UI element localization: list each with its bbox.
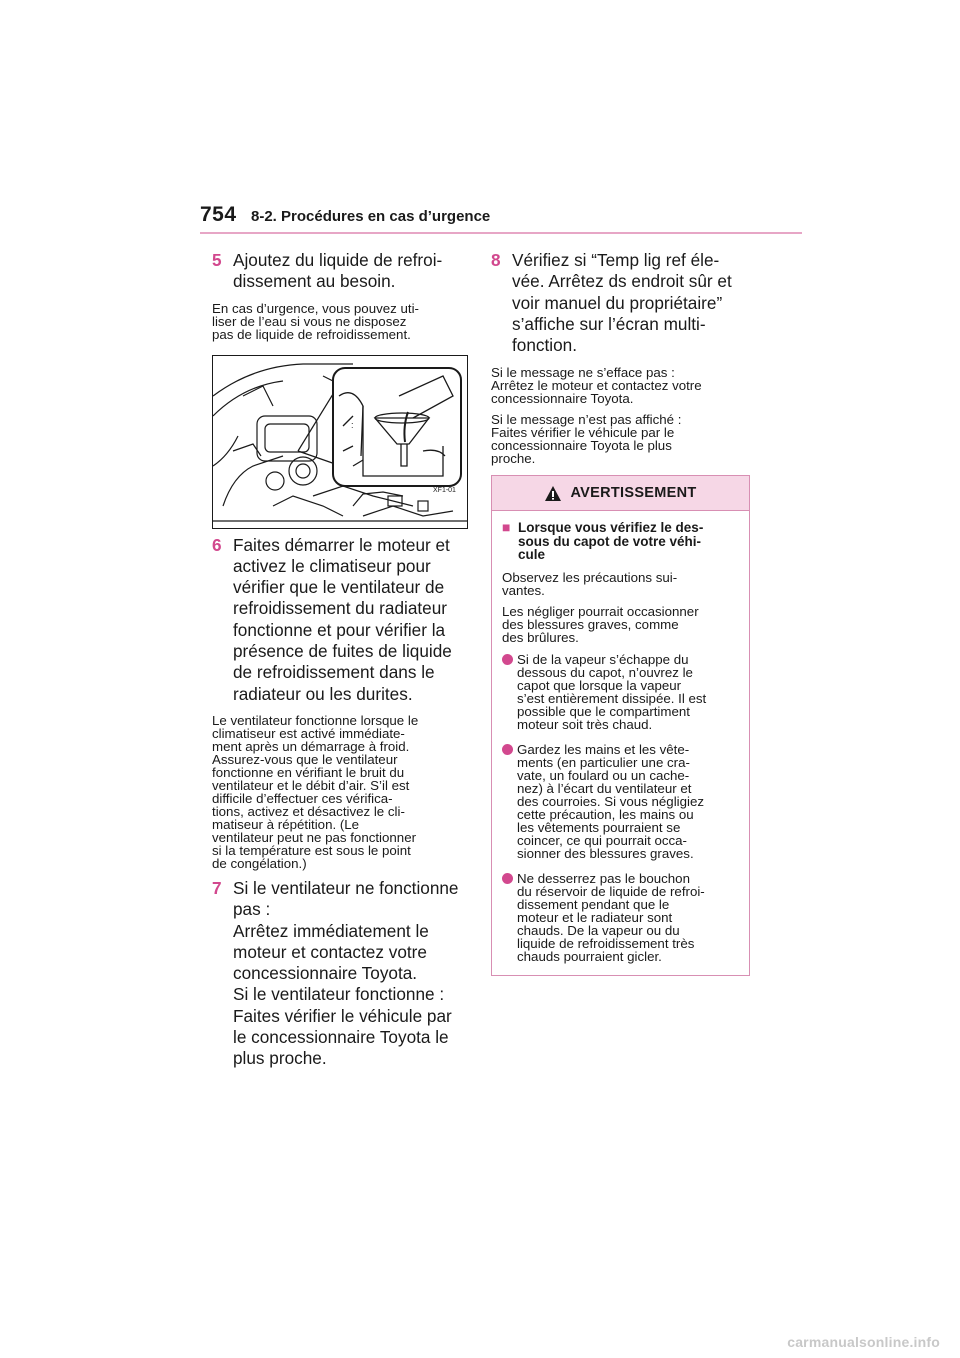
note-line: ment après un démarrage à froid. bbox=[212, 738, 410, 754]
step-line: présence de fuites de liquide bbox=[233, 641, 452, 662]
intro-line: Observez les précautions sui- bbox=[502, 569, 678, 585]
step-line: activez le climatiseur pour bbox=[233, 555, 431, 576]
step-line: plus proche. bbox=[233, 1048, 327, 1069]
figure-code: XF1-01 bbox=[433, 486, 456, 494]
warning-intro-2 bbox=[502, 605, 741, 644]
bullet-line: vate, un foulard ou un cache- bbox=[517, 767, 690, 783]
watermark-logo: carmanualsonline.info bbox=[787, 1334, 940, 1350]
bullet-dot-icon bbox=[502, 744, 513, 755]
step-6 bbox=[212, 535, 470, 705]
engine-bay-drawing bbox=[213, 356, 467, 528]
intro-line: Les négliger pourrait occasionner bbox=[502, 603, 699, 619]
bullet-line: possible que le compartiment bbox=[517, 703, 690, 719]
note-line: tions, activez et désactivez le cli- bbox=[212, 803, 405, 819]
bullet-line: moteur et le radiateur sont bbox=[517, 909, 673, 925]
left-column bbox=[212, 250, 470, 1070]
note-line: ventilateur et le débit d’air. S’il est bbox=[212, 777, 410, 793]
bullet-line: chauds pourraient gicler. bbox=[517, 948, 662, 964]
note-line: Assurez-vous que le ventilateur bbox=[212, 751, 398, 767]
bullet-line: cette précaution, les mains ou bbox=[517, 806, 694, 822]
step-number: 8 bbox=[491, 250, 501, 270]
bullet-dot-icon bbox=[502, 873, 513, 884]
bullet-line: moteur soit très chaud. bbox=[517, 716, 653, 732]
bullet-line: coincer, ce qui pourrait occa- bbox=[517, 832, 687, 848]
note-line: Si le message n’est pas affiché : bbox=[491, 412, 682, 428]
step-number: 7 bbox=[212, 877, 222, 898]
bullet-text bbox=[517, 743, 741, 860]
step-line: refroidissement du radiateur bbox=[233, 598, 447, 619]
warning-body bbox=[492, 511, 749, 974]
bullet-line: dessous du capot, n’ouvrez le bbox=[517, 664, 693, 680]
step-line: fonction. bbox=[512, 335, 577, 356]
page-number: 754 bbox=[200, 203, 237, 226]
step-5 bbox=[212, 250, 470, 293]
warning-bullet bbox=[502, 743, 741, 860]
note-line: concessionnaire Toyota le plus bbox=[491, 438, 672, 454]
step-line: fonctionne et pour vérifier la bbox=[233, 619, 446, 640]
step-8 bbox=[491, 250, 753, 356]
engine-coolant-illustration bbox=[212, 355, 468, 529]
note-line: fonctionne en vérifiant le bruit du bbox=[212, 764, 405, 780]
bullet-line: les vêtements pourraient se bbox=[517, 819, 681, 835]
step-line: Arrêtez immédiatement le bbox=[233, 920, 429, 941]
step-line: Ajoutez du liquide de refroi- bbox=[233, 250, 443, 270]
note-step-8-a bbox=[491, 366, 753, 405]
step-line: moteur et contactez votre bbox=[233, 941, 427, 962]
section-title: 8-2. Procédures en cas d’urgence bbox=[251, 208, 491, 225]
intro-line: des blessures graves, comme bbox=[502, 616, 679, 632]
bullet-line: sionner des blessures graves. bbox=[517, 845, 694, 861]
bullet-line: dissement pendant que le bbox=[517, 896, 670, 912]
header-rule bbox=[200, 232, 802, 234]
note-line: proche. bbox=[491, 451, 536, 467]
note-line: ventilateur peut ne pas fonctionner bbox=[212, 829, 417, 845]
note-line: concessionnaire Toyota. bbox=[491, 391, 634, 407]
step-text bbox=[233, 878, 470, 1070]
warning-intro bbox=[502, 571, 741, 597]
bullet-line: s’est entièrement dissipée. Il est bbox=[517, 690, 707, 706]
bullet-text bbox=[517, 653, 741, 731]
bullet-dot-icon bbox=[502, 654, 513, 665]
warning-box bbox=[491, 475, 750, 975]
note-step-6 bbox=[212, 714, 470, 870]
note-line: Le ventilateur fonctionne lorsque le bbox=[212, 712, 419, 728]
note-step-5 bbox=[212, 302, 470, 341]
bullet-line: ments (en particulier une cra- bbox=[517, 754, 690, 770]
bullet-line: capot que lorsque la vapeur bbox=[517, 677, 682, 693]
note-line: Arrêtez le moteur et contactez votre bbox=[491, 378, 702, 394]
note-line: climatiseur est activé immédiate- bbox=[212, 725, 405, 741]
note-line: liser de l’eau si vous ne disposez bbox=[212, 313, 407, 329]
note-line: si la température est sous le point bbox=[212, 842, 411, 858]
step-number: 6 bbox=[212, 534, 222, 555]
bullet-text bbox=[517, 872, 741, 963]
intro-line: des brûlures. bbox=[502, 629, 579, 645]
intro-line: vantes. bbox=[502, 582, 545, 598]
bullet-line: Si de la vapeur s’échappe du bbox=[517, 651, 689, 667]
note-line: Faites vérifier le véhicule par le bbox=[491, 425, 675, 441]
note-line: pas de liquide de refroidissement. bbox=[212, 326, 411, 342]
step-line: voir manuel du propriétaire” bbox=[512, 292, 723, 313]
warning-triangle-icon bbox=[544, 485, 562, 502]
step-line: dissement au besoin. bbox=[233, 271, 396, 292]
step-line: vérifier que le ventilateur de bbox=[233, 577, 445, 598]
step-line: pas : bbox=[233, 899, 271, 920]
warning-bullet bbox=[502, 653, 741, 731]
warning-bullet bbox=[502, 872, 741, 963]
step-line: Faites démarrer le moteur et bbox=[233, 534, 450, 555]
step-number: 5 bbox=[212, 250, 222, 270]
note-line: En cas d’urgence, vous pouvez uti- bbox=[212, 300, 419, 316]
step-text bbox=[233, 535, 470, 705]
step-7 bbox=[212, 878, 470, 1070]
warning-header bbox=[492, 476, 749, 511]
step-text bbox=[233, 250, 470, 293]
subhead-line: cule bbox=[518, 547, 546, 563]
bullet-line: liquide de refroidissement très bbox=[517, 935, 695, 951]
bullet-line: chauds. De la vapeur ou du bbox=[517, 922, 680, 938]
bullet-line: nez) à l’écart du ventilateur et bbox=[517, 780, 692, 796]
warning-subhead bbox=[502, 521, 741, 561]
step-line: concessionnaire Toyota. bbox=[233, 963, 418, 984]
step-line: Vérifiez si “Temp lig ref éle- bbox=[512, 250, 720, 270]
step-line: de refroidissement dans le bbox=[233, 662, 435, 683]
step-text bbox=[512, 250, 753, 356]
warning-title: AVERTISSEMENT bbox=[570, 484, 697, 501]
svg-text::: : bbox=[351, 419, 354, 430]
note-line: matiseur à répétition. (Le bbox=[212, 816, 360, 832]
note-line: Si le message ne s’efface pas : bbox=[491, 365, 675, 381]
step-line: Si le ventilateur fonctionne : bbox=[233, 984, 445, 1005]
bullet-line: des courroies. Si vous négligiez bbox=[517, 793, 704, 809]
subhead-line: sous du capot de votre véhi- bbox=[518, 533, 702, 549]
bullet-line: du réservoir de liquide de refroi- bbox=[517, 883, 705, 899]
bullet-line: Ne desserrez pas le bouchon bbox=[517, 870, 690, 886]
step-line: le concessionnaire Toyota le bbox=[233, 1027, 449, 1048]
note-line: difficile d’effectuer ces vérifica- bbox=[212, 790, 393, 806]
right-column bbox=[491, 250, 753, 976]
square-bullet-icon: ■ bbox=[502, 519, 511, 536]
subhead-line: Lorsque vous vérifiez le des- bbox=[518, 520, 704, 536]
step-line: vée. Arrêtez ds endroit sûr et bbox=[512, 271, 732, 292]
note-step-8-b bbox=[491, 413, 753, 465]
step-line: radiateur ou les durites. bbox=[233, 683, 413, 704]
note-line: de congélation.) bbox=[212, 855, 307, 871]
step-line: s’affiche sur l’écran multi- bbox=[512, 313, 706, 334]
bullet-line: Gardez les mains et les vête- bbox=[517, 741, 690, 757]
step-line: Faites vérifier le véhicule par bbox=[233, 1005, 452, 1026]
step-line: Si le ventilateur ne fonctionne bbox=[233, 877, 459, 898]
